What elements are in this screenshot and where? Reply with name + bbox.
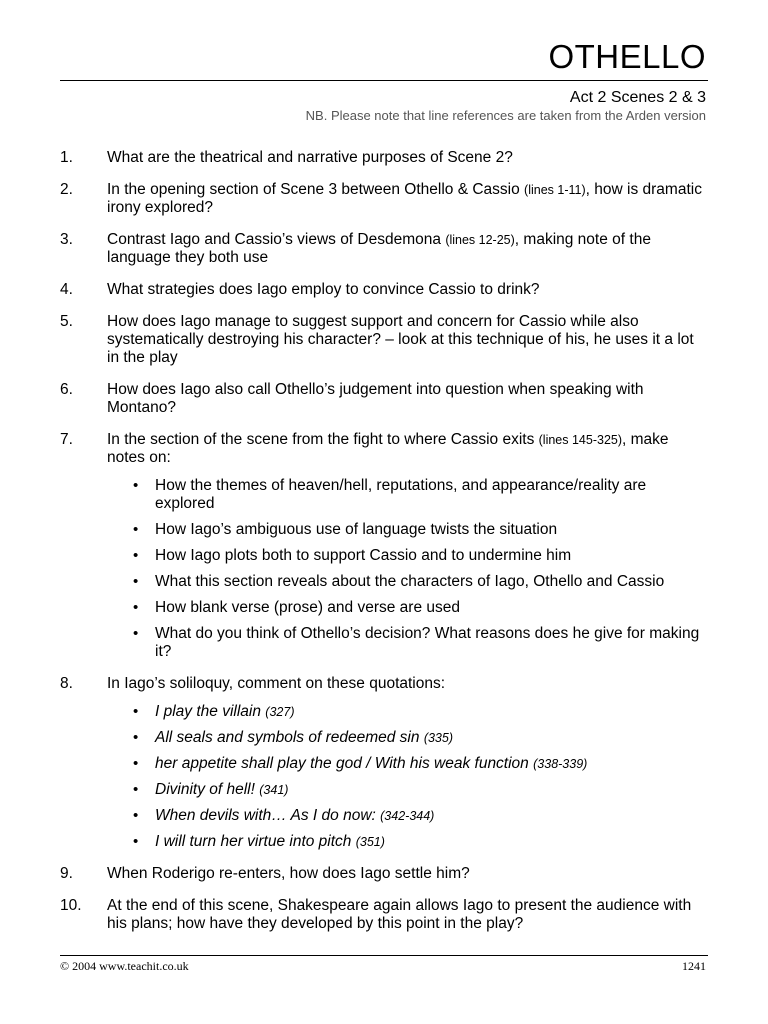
question-number: 3. xyxy=(60,231,73,248)
question-number: 5. xyxy=(60,313,73,330)
bullet-dot-icon: • xyxy=(133,781,139,798)
question-item xyxy=(60,431,708,661)
quotation-item xyxy=(107,703,708,721)
question-item xyxy=(60,181,708,217)
question-text-part: , how is dramatic irony explored? xyxy=(107,181,702,216)
question-item xyxy=(60,281,708,299)
quotation-text: Divinity of hell! xyxy=(155,781,255,798)
question-text: At the end of this scene, Shakespeare again allows Iago to present the audience with his plans; how have they developed by this point in the play? xyxy=(107,897,692,932)
question-text xyxy=(107,181,708,217)
question-text: What strategies does Iago employ to convince Cassio to drink? xyxy=(107,281,540,298)
question-text-part: Contrast Iago and Cassio’s views of Desdemona xyxy=(107,231,446,248)
quotation-item xyxy=(107,781,708,799)
quotation-text: her appetite shall play the god / With his weak function xyxy=(155,755,529,772)
line-reference: (lines 12-25) xyxy=(445,233,515,247)
question-number: 2. xyxy=(60,181,73,198)
question-text: What are the theatrical and narrative purposes of Scene 2? xyxy=(107,149,513,166)
line-reference: (lines 1-11) xyxy=(524,183,586,197)
quotation-text: All seals and symbols of redeemed sin xyxy=(155,729,420,746)
bullet-dot-icon: • xyxy=(133,547,139,564)
quotation-text: I play the villain xyxy=(155,703,261,720)
question-text: How does Iago also call Othello’s judgement into question when speaking with Montano? xyxy=(107,381,644,416)
line-reference: (342-344) xyxy=(380,809,435,823)
bullet-dot-icon: • xyxy=(133,573,139,590)
line-reference: (338-339) xyxy=(533,757,588,771)
quotation-item xyxy=(107,729,708,747)
question-item xyxy=(60,231,708,267)
bullet-item: • How the themes of heaven/hell, reputations, and appearance/reality are explored xyxy=(133,477,647,512)
question-text xyxy=(107,431,708,467)
bullet-item: • What do you think of Othello’s decision? What reasons does he give for making it? xyxy=(133,625,700,660)
question-number: 10. xyxy=(60,897,82,914)
question-number: 7. xyxy=(60,431,73,448)
notes-bullet-list xyxy=(107,477,708,661)
page-title: OTHELLO xyxy=(548,38,706,75)
question-text: In Iago’s soliloquy, comment on these quotations: xyxy=(107,675,446,692)
page-subtitle: Act 2 Scenes 2 & 3 xyxy=(569,89,706,106)
bullet-dot-icon: • xyxy=(133,703,139,720)
line-reference: (341) xyxy=(259,783,289,797)
question-number: 8. xyxy=(60,675,73,692)
question-number: 6. xyxy=(60,381,73,398)
bullet-item: • How blank verse (prose) and verse are used xyxy=(133,599,460,616)
question-text: When Roderigo re-enters, how does Iago settle him? xyxy=(107,865,470,882)
bullet-dot-icon: • xyxy=(133,729,139,746)
edition-note: NB. Please note that line references are taken from the Arden version xyxy=(305,108,706,123)
question-item xyxy=(60,313,708,367)
question-item xyxy=(60,865,708,883)
question-item xyxy=(60,897,708,933)
quotation-item xyxy=(107,833,708,851)
question-number: 9. xyxy=(60,865,73,882)
footer-page-number: 1241 xyxy=(682,959,706,973)
quotation-list xyxy=(107,703,708,851)
question-text-part: , making note of the language they both use xyxy=(107,231,651,266)
quotation-text: When devils with… As I do now: xyxy=(155,807,376,824)
bullet-item: • How Iago’s ambiguous use of language twists the situation xyxy=(133,521,558,538)
bullet-dot-icon: • xyxy=(133,599,139,616)
line-reference: (lines 145-325) xyxy=(538,433,623,447)
quotation-text: I will turn her virtue into pitch xyxy=(155,833,352,850)
bullet-dot-icon: • xyxy=(133,755,139,772)
bullet-dot-icon: • xyxy=(133,477,139,494)
bullet-dot-icon: • xyxy=(133,521,139,538)
footer-rule xyxy=(60,955,708,956)
footer-copyright: © 2004 www.teachit.co.uk xyxy=(60,959,189,973)
header-rule xyxy=(60,80,708,81)
line-reference: (351) xyxy=(355,835,385,849)
question-text-part: In the section of the scene from the fight to where Cassio exits xyxy=(107,431,539,448)
quotation-item xyxy=(107,807,708,825)
bullet-dot-icon: • xyxy=(133,625,139,642)
question-number: 4. xyxy=(60,281,73,298)
bullet-dot-icon: • xyxy=(133,807,139,824)
line-reference: (335) xyxy=(423,731,453,745)
question-text xyxy=(107,231,708,267)
question-text: How does Iago manage to suggest support and concern for Cassio while also systematically destroying his character? – look at this technique of his, he uses it a lot in the play xyxy=(107,313,694,366)
question-item xyxy=(60,381,708,417)
bullet-item: • How Iago plots both to support Cassio and to undermine him xyxy=(133,547,572,564)
line-reference: (327) xyxy=(265,705,295,719)
question-item xyxy=(60,675,708,851)
quotation-item xyxy=(107,755,708,773)
bullet-dot-icon: • xyxy=(133,833,139,850)
question-number: 1. xyxy=(60,149,73,166)
question-text-part: , make notes on: xyxy=(107,431,669,466)
question-list xyxy=(60,149,708,947)
question-text-part: In the opening section of Scene 3 between Othello & Cassio xyxy=(107,181,525,198)
question-item xyxy=(60,149,708,167)
bullet-item: • What this section reveals about the characters of Iago, Othello and Cassio xyxy=(133,573,665,590)
